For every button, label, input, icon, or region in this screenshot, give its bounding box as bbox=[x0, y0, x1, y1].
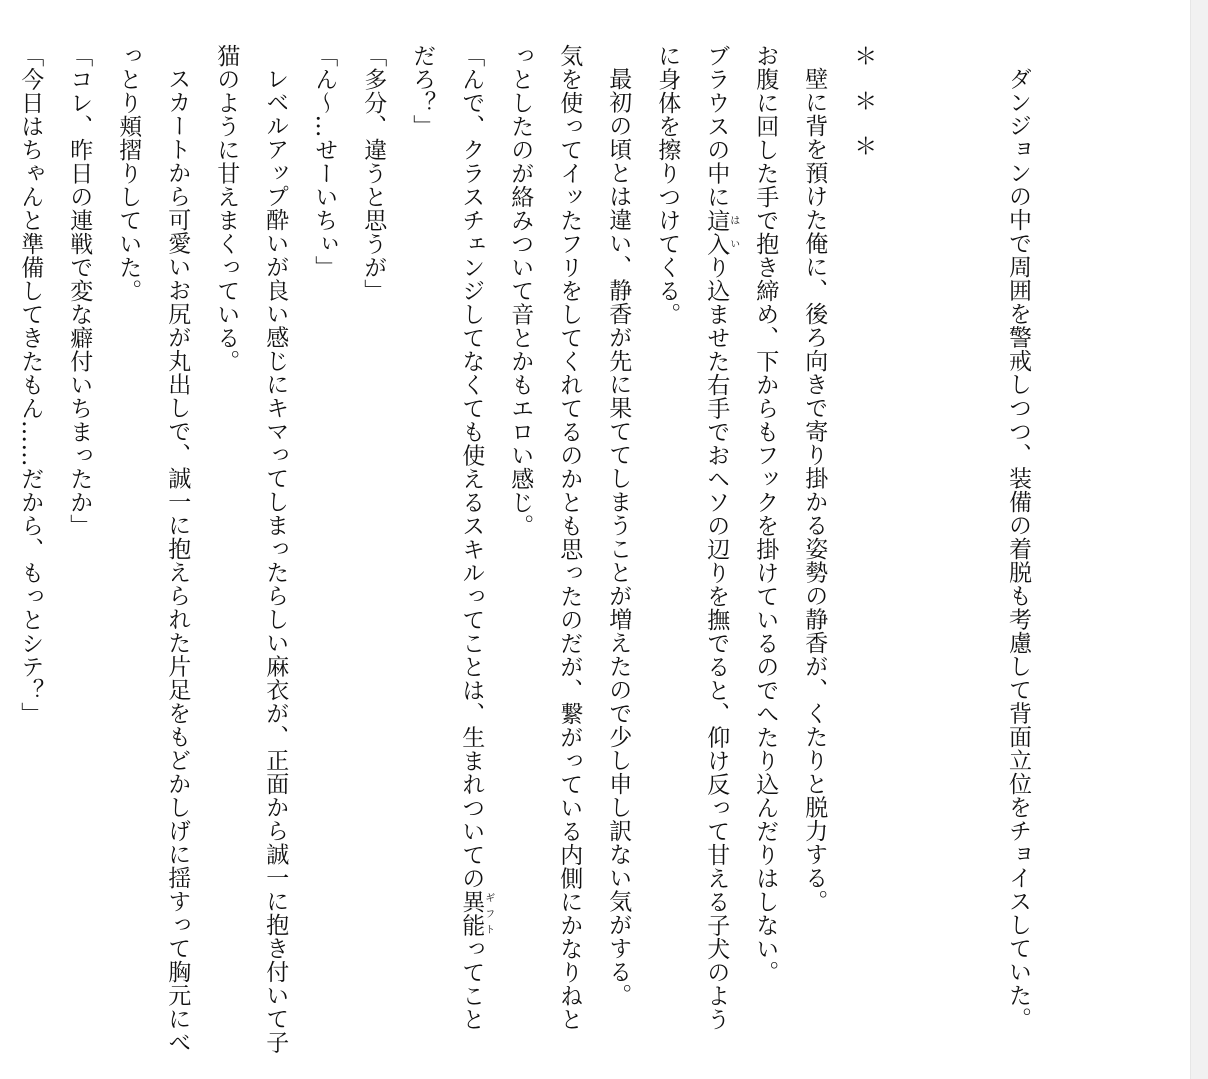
paragraph-7-end: ってことだろ？」 bbox=[409, 44, 485, 1031]
paragraph-7 bbox=[397, 44, 495, 1054]
paragraph-6: 気を使ってイッたフリをしてくれてるのかとも思ったのだが、繋がっている内側にかなりねとっとしたのが絡みついて音とかもエロい感じ。 bbox=[507, 44, 583, 1031]
paragraph-3: お腹に回した手で抱き締め、下からもフックを掛けているのでへたり込んだりはしない。 bbox=[752, 44, 779, 984]
paragraph-4-end: り込ませた右手でおヘソの辺りを撫でると、仰け反って甘える子犬のように身体を擦りつけてくる。 bbox=[654, 44, 730, 1031]
paragraph-2: 壁に背を預けた俺に、後ろ向きで寄り掛かる姿勢の静香が、くたりと脱力する。 bbox=[801, 67, 828, 913]
paragraph-4-start: ブラウスの中に bbox=[703, 44, 730, 209]
paragraph-5: 最初の頃とは違い、静香が先に果ててしまうことが増えたので少し申し訳ない気がする。 bbox=[605, 67, 632, 1007]
vertical-scrollbar[interactable] bbox=[1190, 0, 1208, 1079]
ruby-hai-reading: はい bbox=[727, 208, 739, 256]
ruby-gift-base: 異能 bbox=[458, 890, 485, 937]
vertical-text-body bbox=[0, 44, 1042, 1054]
paragraph-1: ダンジョンの中で周囲を警戒しつつ、装備の着脱も考慮して背面立位をチョイスしていた。 bbox=[1005, 67, 1031, 1031]
paragraph-11: スカートから可愛いお尻が丸出しで、誠一に抱えられた片足をもどかしげに揺すって胸元にべっとり頬摺りしていた。 bbox=[115, 44, 191, 1054]
paragraph-4 bbox=[642, 44, 740, 1054]
ruby-hai-base: 這入 bbox=[703, 208, 730, 256]
paragraph-7-start: 「んで、クラスチェンジしてなくても使えるスキルってことは、生まれついての bbox=[458, 44, 485, 890]
paragraph-8: 「多分、違うと思うが」 bbox=[360, 44, 387, 303]
ruby-hai bbox=[703, 208, 739, 256]
paragraph-12: 「コレ、昨日の連戦で変な癖付いちまったか」 bbox=[66, 44, 93, 538]
paragraph-13: 「今日はちゃんと準備してきたもん……だから、もっとシテ？」 bbox=[17, 44, 44, 726]
paragraph-10: レベルアップ酔いが良い感じにキマってしまったらしい麻衣が、正面から誠一に抱き付いて子猫のように甘えまくっている。 bbox=[213, 44, 289, 1054]
ruby-gift bbox=[458, 890, 494, 937]
paragraph-9: 「ん～…せーいちぃ」 bbox=[311, 44, 338, 279]
ruby-gift-reading: ギフト bbox=[482, 890, 494, 937]
section-separator: ＊＊＊ bbox=[850, 44, 877, 179]
